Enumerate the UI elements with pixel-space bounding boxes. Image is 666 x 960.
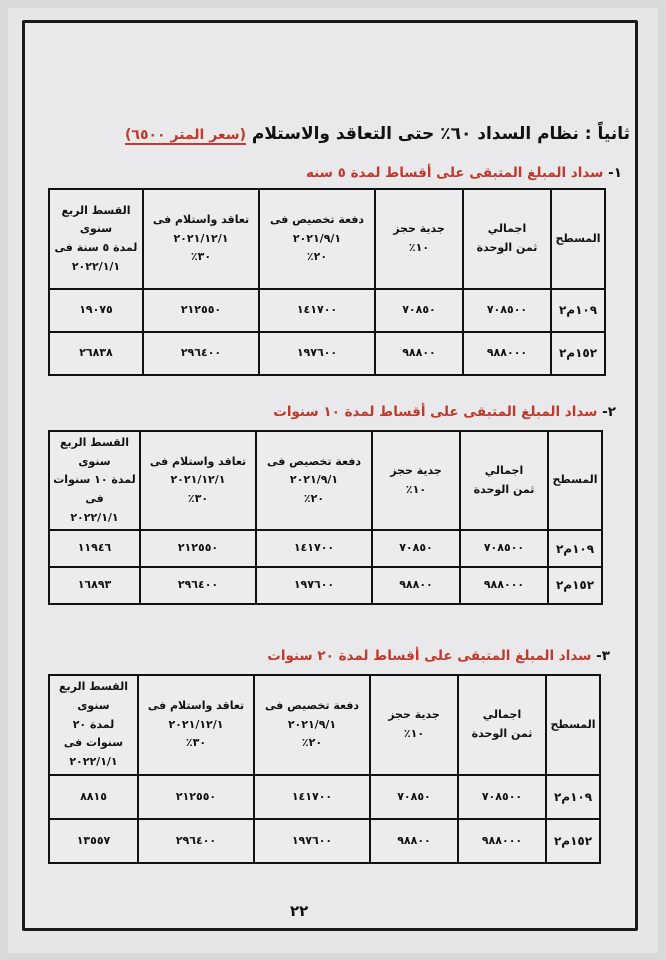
cell-deposit: ٩٨٨٠٠ [370,819,458,863]
cell-allocation: ١٤١٧٠٠ [256,530,372,567]
header-contract: تعاقد واستلام فى ٢٠٢١/١٢/١ ٣٠٪ [143,189,259,289]
cell-area: ١٠٩م٢ [548,530,602,567]
cell-area: ١٥٢م٢ [551,332,605,375]
header-deposit: جدية حجز ١٠٪ [370,675,458,775]
header-area: المسطح [551,189,605,289]
section-number: ٢- [602,404,616,420]
section-title-2 [273,404,616,420]
heading-price: (سعر المتر ٦٥٠٠) [125,127,246,143]
cell-area: ١٠٩م٢ [551,289,605,332]
cell-contract: ٢٩٦٤٠٠ [143,332,259,375]
table-row [49,530,602,567]
cell-contract: ٢٩٦٤٠٠ [138,819,254,863]
cell-total: ٩٨٨٠٠٠ [463,332,551,375]
cell-deposit: ٧٠٨٥٠ [370,775,458,819]
header-installment: القسط الربع سنوى لمدة ١٠ سنوات فى ٢٠٢٢/١/١ [49,431,140,530]
heading-text: ثانياً : نظام السداد ٦٠٪ حتى التعاقد والاستلام [251,124,630,144]
payment-table-20-years [48,674,601,864]
section-title-text: سداد المبلغ المتبقى على أقساط لمدة ٢٠ سنوات [267,648,592,664]
header-deposit: جدية حجز ١٠٪ [375,189,463,289]
header-installment: القسط الربع سنوى لمدة ٢٠ سنوات فى ٢٠٢٢/١/١ [49,675,138,775]
cell-installment: ٨٨١٥ [49,775,138,819]
section-number: ١- [608,165,622,181]
cell-total: ٧٠٨٥٠٠ [458,775,546,819]
cell-area: ١٠٩م٢ [546,775,600,819]
cell-installment: ١٦٨٩٣ [49,567,140,604]
cell-installment: ١٣٥٥٧ [49,819,138,863]
cell-area: ١٥٢م٢ [546,819,600,863]
cell-contract: ٢١٢٥٥٠ [143,289,259,332]
payment-table-10-years [48,430,603,605]
header-allocation: دفعة تخصيص فى ٢٠٢١/٩/١ ٢٠٪ [254,675,370,775]
cell-allocation: ١٩٧٦٠٠ [259,332,375,375]
cell-contract: ٢٩٦٤٠٠ [140,567,256,604]
cell-allocation: ١٤١٧٠٠ [259,289,375,332]
payment-table-5-years [48,188,606,376]
header-contract: تعاقد واستلام فى ٢٠٢١/١٢/١ ٣٠٪ [138,675,254,775]
page-heading [125,124,630,144]
header-installment: القسط الربع سنوى لمدة ٥ سنة فى ٢٠٢٢/١/١ [49,189,143,289]
header-total: اجمالي ثمن الوحدة [463,189,551,289]
cell-allocation: ١٩٧٦٠٠ [254,819,370,863]
table-row [49,819,600,863]
header-allocation: دفعة تخصيص فى ٢٠٢١/٩/١ ٢٠٪ [256,431,372,530]
cell-deposit: ٧٠٨٥٠ [375,289,463,332]
header-area: المسطح [546,675,600,775]
section-title-text: سداد المبلغ المتبقى على أقساط لمدة ١٠ سنوات [273,404,598,420]
header-total: اجمالي ثمن الوحدة [458,675,546,775]
cell-contract: ٢١٢٥٥٠ [140,530,256,567]
cell-deposit: ٩٨٨٠٠ [372,567,460,604]
cell-total: ٩٨٨٠٠٠ [458,819,546,863]
table-row [49,775,600,819]
table-row [49,332,605,375]
cell-contract: ٢١٢٥٥٠ [138,775,254,819]
cell-installment: ١١٩٤٦ [49,530,140,567]
cell-deposit: ٩٨٨٠٠ [375,332,463,375]
table-row [49,567,602,604]
cell-total: ٧٠٨٥٠٠ [460,530,548,567]
cell-installment: ٢٦٨٣٨ [49,332,143,375]
section-number: ٣- [596,648,610,664]
cell-total: ٧٠٨٥٠٠ [463,289,551,332]
cell-total: ٩٨٨٠٠٠ [460,567,548,604]
header-deposit: جدية حجز ١٠٪ [372,431,460,530]
page-number: ٢٢ [290,902,309,920]
cell-allocation: ١٩٧٦٠٠ [256,567,372,604]
header-allocation: دفعة تخصيص فى ٢٠٢١/٩/١ ٢٠٪ [259,189,375,289]
header-total: اجمالي ثمن الوحدة [460,431,548,530]
header-contract: تعاقد واستلام فى ٢٠٢١/١٢/١ ٣٠٪ [140,431,256,530]
table-header-row [49,431,602,530]
cell-allocation: ١٤١٧٠٠ [254,775,370,819]
cell-deposit: ٧٠٨٥٠ [372,530,460,567]
cell-installment: ١٩٠٧٥ [49,289,143,332]
section-title-3 [267,648,610,664]
table-row [49,289,605,332]
header-area: المسطح [548,431,602,530]
table-header-row [49,675,600,775]
section-title-1 [306,165,622,181]
cell-area: ١٥٢م٢ [548,567,602,604]
section-title-text: سداد المبلغ المتبقى على أقساط لمدة ٥ سنه [305,165,604,181]
table-header-row [49,189,605,289]
